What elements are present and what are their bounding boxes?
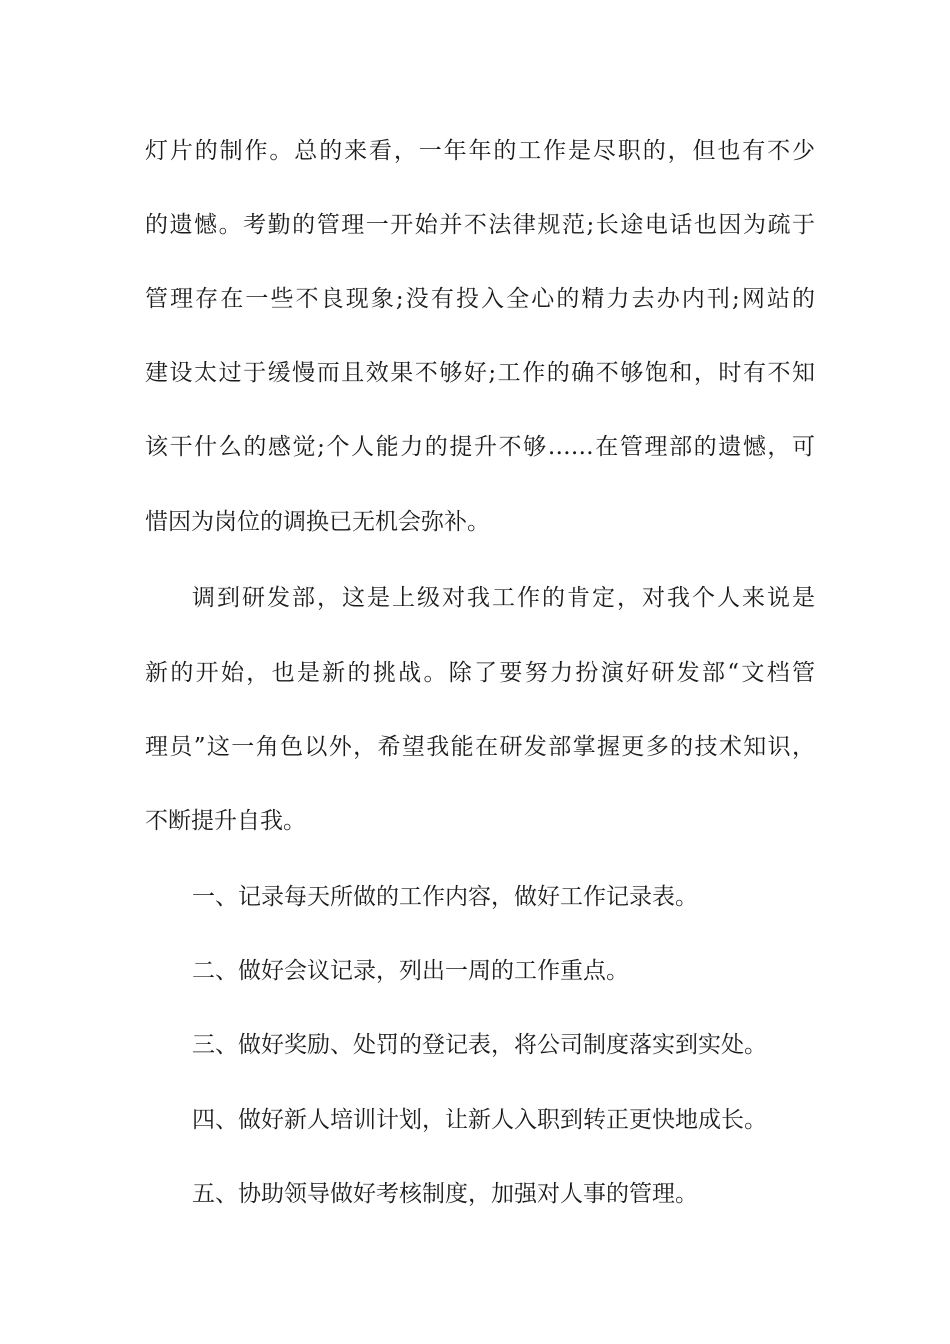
- list-item-1: 一、记录每天所做的工作内容，做好工作记录表。: [192, 884, 698, 910]
- list-item-4: 四、做好新人培训计划，让新人入职到转正更快地成长。: [192, 1107, 767, 1133]
- paragraph-1-line-1: 灯片的制作。总的来看，一年年的工作是尽职的，但也有不少: [145, 138, 815, 164]
- paragraph-2-line-1: 调到研发部，这是上级对我工作的肯定，对我个人来说是: [192, 585, 815, 611]
- paragraph-2-line-2: 新的开始，也是新的挑战。除了要努力扮演好研发部“文档管: [145, 660, 815, 686]
- paragraph-2-line-4: 不断提升自我。: [145, 808, 306, 834]
- list-item-2: 二、做好会议记录，列出一周的工作重点。: [192, 958, 629, 984]
- list-item-3: 三、做好奖励、处罚的登记表，将公司制度落实到实处。: [192, 1032, 767, 1058]
- paragraph-1-line-2: 的遗憾。考勤的管理一开始并不法律规范;长途电话也因为疏于: [145, 212, 815, 238]
- list-item-5: 五、协助领导做好考核制度，加强对人事的管理。: [192, 1181, 698, 1207]
- paragraph-1-line-3: 管理存在一些不良现象;没有投入全心的精力去办内刊;网站的: [145, 286, 815, 312]
- paragraph-1-line-6: 惜因为岗位的调换已无机会弥补。: [145, 509, 490, 535]
- paragraph-2-line-3: 理员”这一角色以外，希望我能在研发部掌握更多的技术知识，: [145, 734, 815, 760]
- paragraph-1-line-4: 建设太过于缓慢而且效果不够好;工作的确不够饱和，时有不知: [145, 360, 815, 386]
- paragraph-1-line-5: 该干什么的感觉;个人能力的提升不够……在管理部的遗憾，可: [145, 434, 815, 460]
